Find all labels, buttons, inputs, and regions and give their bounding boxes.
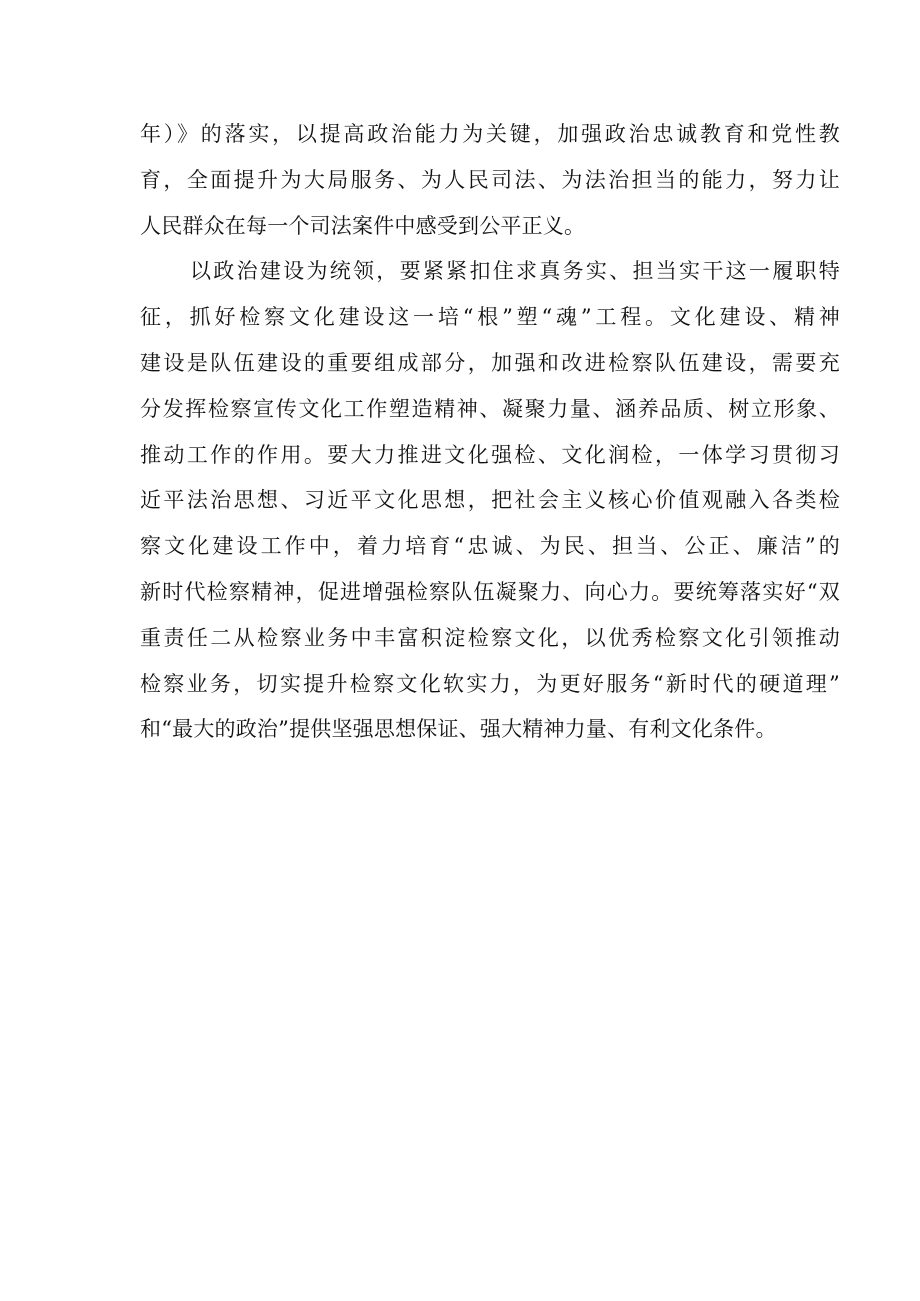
text-line: 和“最大的政治”提供坚强思想保证、强大精神力量、有利文化条件。	[140, 717, 777, 742]
text-line: 以政治建设为统领，要紧紧扣住求真务实、担当实干这一履职特	[190, 259, 840, 284]
text-line: 育，全面提升为大局服务、为人民司法、为法治担当的能力，努力让	[140, 167, 840, 192]
text-line: 察文化建设工作中，着力培育“忠诚、为民、担当、公正、廉洁”的	[140, 534, 840, 559]
text-line: 推动工作的作用。要大力推进文化强检、文化润检，一体学习贯彻习	[140, 442, 840, 467]
text-line: 重责任二从检察业务中丰富积淀检察文化，以优秀检察文化引领推动	[140, 625, 840, 650]
paragraph-1	[140, 112, 840, 249]
text-line: 分发挥检察宣传文化工作塑造精神、凝聚力量、涵养品质、树立形象、	[140, 396, 840, 421]
text-line: 近平法治思想、习近平文化思想，把社会主义核心价值观融入各类检	[140, 488, 840, 513]
text-line: 新时代检察精神，促进增强检察队伍凝聚力、向心力。要统筹落实好“双	[140, 579, 840, 604]
text-line: 检察业务，切实提升检察文化软实力，为更好服务“新时代的硬道理”	[140, 671, 840, 696]
text-line: 人民群众在每一个司法案件中感受到公平正义。	[140, 213, 586, 238]
text-line: 征，抓好检察文化建设这一培“根”塑“魂”工程。文化建设、精神	[140, 305, 840, 330]
text-line: 建设是队伍建设的重要组成部分，加强和改进检察队伍建设，需要充	[140, 350, 840, 375]
paragraph-2	[140, 249, 840, 753]
document-body	[140, 112, 840, 753]
text-line: 年）》的落实，以提高政治能力为关键，加强政治忠诚教育和党性教	[140, 122, 840, 146]
